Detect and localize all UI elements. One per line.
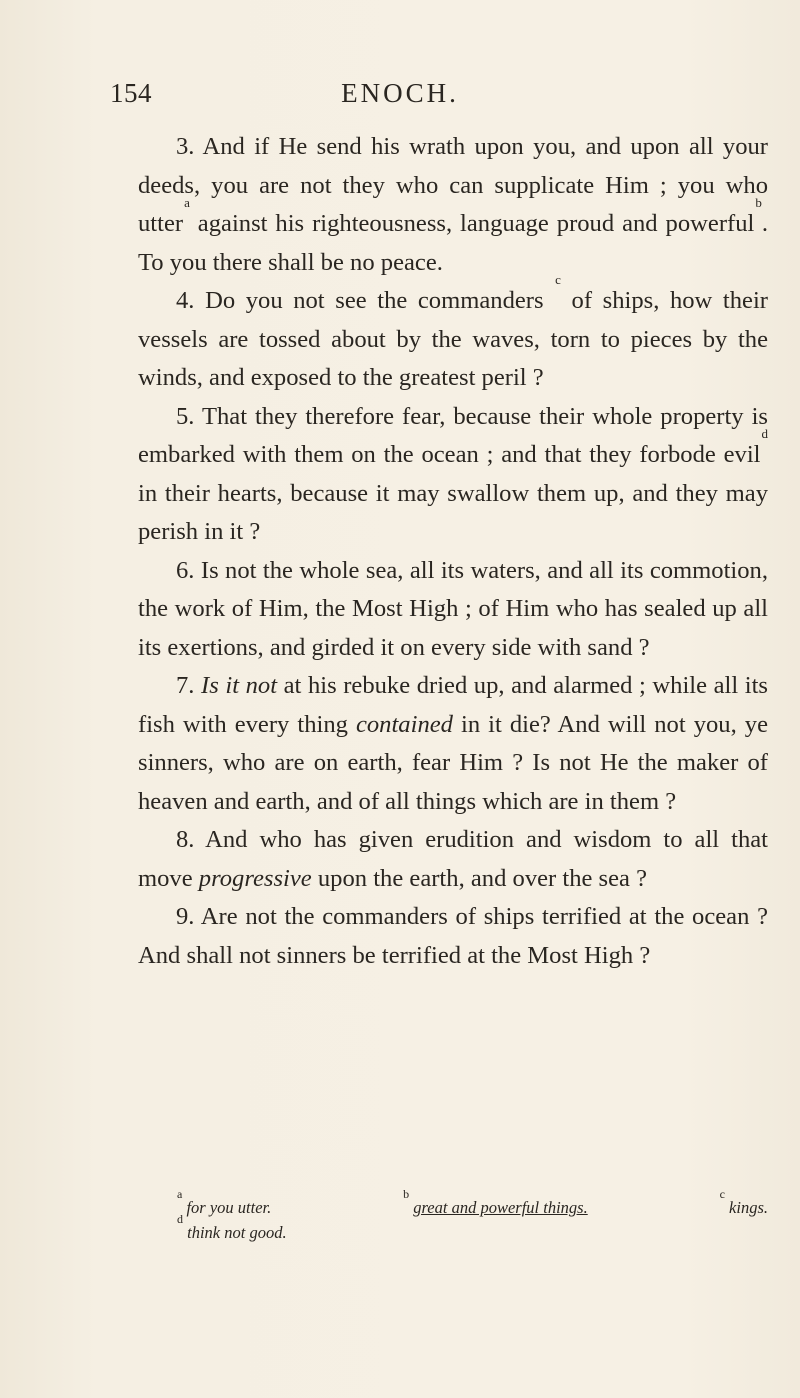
verse-3: 3. And if He send his wrath upon you, and upon all your deeds, you are not they who can supplicate Him ; you who utter$^a$ against his righteousness, language proud and powerful$^b$. To you there shall be no peace. (138, 133, 768, 276)
verse-number: 5. (176, 402, 195, 430)
footnote-d: $^d$ think not good. (177, 1212, 287, 1242)
verse-6: 6. Is not the whole sea, all its waters, and all its commotion, the work of Him, the Most High ; of Him who has sealed up all its exertions, and girded it on every side with sand ? (138, 556, 768, 661)
verse-9: 9. Are not the commanders of ships terrified at the ocean ? And shall not sinners be terrified at the Most High ? (138, 903, 768, 969)
page-number: 154 (110, 78, 152, 108)
running-head: ENOCH. (341, 78, 459, 108)
footnote-c: $^c$ kings. (719, 1187, 768, 1217)
footnotes (138, 1187, 768, 1245)
verse-number: 3. (176, 133, 195, 160)
verse-number: 7. (176, 672, 195, 699)
page-header (0, 78, 800, 110)
verse-8: 8. And who has given erudition and wisdom to all that move progressive upon the earth, and over the sea ? (138, 826, 769, 892)
footnote-mark-c: c (555, 272, 561, 287)
verse-number: 4. (176, 287, 195, 314)
verse-number: 9. (176, 903, 195, 930)
verse-4: 4. Do you not see the commanders $^c$ of ships, how their vessels are tossed about by the waves, torn to pieces by the winds, and exposed to the greatest peril ? (138, 272, 768, 391)
verse-7: 7. Is it not at his rebuke dried up, and alarmed ; while all its fish with every thing contained in it die? And will not you, ye sinners, who are on earth, fear Him ? Is not He the maker of heaven and earth, and of all things which are in them ? (138, 672, 768, 815)
footnote-mark-a: a (184, 195, 190, 210)
footnote-mark-b: b (755, 195, 762, 210)
body-text (138, 128, 768, 975)
footnote-a: $^a$ for you utter. (177, 1187, 272, 1217)
footnote-b: $^b$ great and powerful things. (403, 1187, 588, 1217)
verse-number: 8. (176, 826, 195, 853)
footnote-mark-d: d (761, 426, 768, 441)
verse-number: 6. (176, 556, 195, 584)
verse-5: 5. That they therefore fear, because their whole property is embarked with them on the ocean ; and that they forbode evil$^d$ in their hearts, because it may swallow them up, and they may perish in it ? (138, 402, 768, 545)
